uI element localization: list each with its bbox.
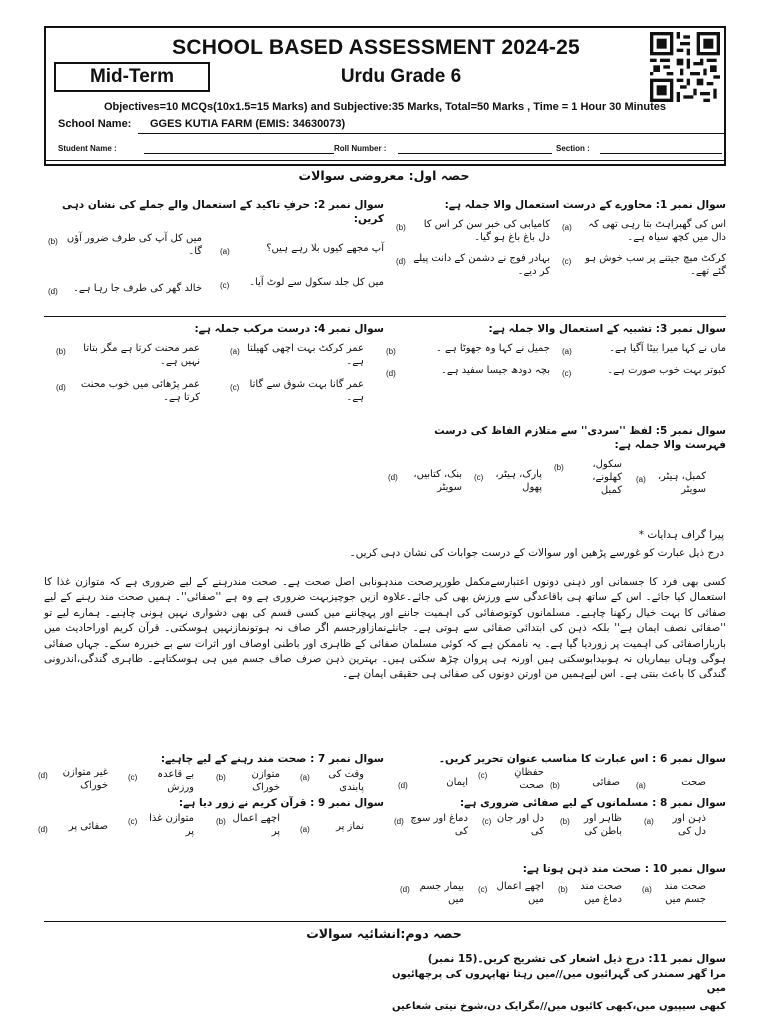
q9-option-b[interactable]: (b) اچھے اعمال پر [216, 813, 280, 837]
q3-option-d[interactable]: (d) بچہ دودھ جیسا سفید ہے۔ [386, 365, 550, 378]
question-10-title: سوال نمبر 10 : صحت مند ذہن ہوتا ہے: [522, 863, 726, 875]
q8-option-c[interactable]: (c) دل اور جان کی [482, 813, 544, 837]
assessment-title: SCHOOL BASED ASSESSMENT 2024-25 [172, 36, 580, 59]
objectives-line: Objectives=10 MCQs(10x1.5=15 Marks) and Subjective:35 Marks, Total=50 Marks , Time = 1 Hour 30 Minutes [103, 101, 667, 113]
question-2-title: سوال نمبر 2: حرفِ تاکید کے استعمال والے جملے کی نشان دہی کریں: [62, 199, 384, 225]
question-5-title: سوال نمبر 5: لفظ ''سردی'' سے متلازم الفاظ کی درست فہرست والا جملہ ہے: [434, 425, 726, 451]
question-6-title: سوال نمبر 6 : اس عبارت کا مناسب عنوان تحریر کریں۔ [438, 753, 726, 765]
section-blank[interactable] [600, 144, 722, 154]
reading-passage: کسی بھی فرد کا جسمانی اور ذہنی دونوں اعتبارسےمکمل طورپرصحت مندہونابی اصل صحت ہے۔ صحت مندرہنے کے لیے ضروری ہے کہ متوازن غذا کا استعمال کیا جائے۔ اس کے ساتھ ہی باقاعدگی سے ورزش بھی کی جائے۔علاوہ ازیں جوچیزبہت ضروری ہے وہ ہے ''صفائی''۔ ہمیں صحت مند رہنے کے لیے صفائی کا بہت خیال رکھنا چاہیے۔ مسلمانوں کوتوصفائی کی اہمیت جاننے اور پہچاننے میں کسی قسم کی بھی دشواری نہیں ہونی چاہیے۔ ہمارے لیے تو ''صفائی نصف ایمان ہے'' بلکہ ذہن کی ابتدائی صفائی سے ہوتی ہے۔ جانئےنمازاورجسم اگر صاف نہ ہوتونمازنہیں ہوسکتی۔ قرآن کریم اوراحادیث میں بارباراصفائی کی اہمیت پر زوردیا گیا ہے۔ یہ ناممکن ہے کہ کوئی مسلمان صفائی کے ظاہری اور باطنی اوصاف اور اثرات سے بے خبررہ سکے۔ جہاں صفائی ہوگی وہاں بیماریاں نہ ہوںیدابوسکتی ہیں اورنہ ہی پروان چڑھ سکتی ہیں۔ بہترین ذہن صرف صاف جسم میں ہی ہوسکتاہے۔ ظاہری گندگی،اندرونی گندگی کا باعث بنتی ہے۔ اس لیےہمیں من اورتن دونوں کی صفائی ہی حقیقی ایمان ہے۔ [44, 576, 726, 681]
q10-option-b[interactable]: (b) صحت مند دماغ میں [558, 881, 622, 905]
question-1 [392, 198, 726, 308]
roll-number-label: Roll Number : [334, 144, 387, 153]
q7-option-c[interactable]: (c) بے قاعدہ ورزش [128, 769, 194, 793]
q10-option-d[interactable]: (d) بیمار جسم میں [400, 881, 464, 905]
question-11 [392, 952, 726, 1014]
roll-number-blank[interactable] [398, 144, 552, 154]
q10-option-a[interactable]: (a) صحت مند جسم میں [642, 881, 706, 905]
question-8-title: سوال نمبر 8 : مسلمانوں کے لیے صفائی ضروری ہے: [459, 797, 726, 809]
q3-option-a[interactable]: (a) ماں نے کہا میرا بیٹا آگیا ہے۔ [562, 343, 726, 356]
q2-option-a[interactable]: (a) آپ مجھے کیوں بلا رہے ہیں؟ [220, 243, 384, 256]
q4-option-a[interactable]: (a) عمر کرکٹ بہت اچھی کھیلتا ہے۔ [230, 343, 364, 367]
passage-instructions-title: پیرا گراف ہدایات * [638, 529, 724, 541]
q2-option-d[interactable]: (d) خالد گھر کی طرف جا رہا ہے۔ [48, 283, 202, 296]
student-name-label: Student Name : [58, 144, 117, 153]
question-4-title: سوال نمبر 4: درست مرکب جملہ ہے: [194, 323, 384, 335]
question-4 [44, 322, 384, 412]
q9-option-a[interactable]: (a) نماز پر [300, 821, 364, 834]
q9-option-d[interactable]: (d) صفائی پر [38, 821, 108, 834]
header-box [44, 26, 726, 166]
q7-option-d[interactable]: (d) غیر متوازن خوراک [38, 767, 108, 791]
school-name-line [138, 133, 726, 134]
q1-option-b[interactable]: (b) کامیابی کی خبر سن کر اس کا دل باغ باغ ہو گیا۔ [396, 219, 550, 243]
section-2-title: حصہ دوم:انشائیہ سوالات [306, 926, 462, 941]
school-name-label: School Name: [58, 118, 132, 130]
q5-option-a[interactable]: (a) کمبل، ہیٹر، سویٹر [636, 471, 706, 495]
q1-option-a[interactable]: (a) اس کی گھبراہٹ بتا رہی تھی کہ دال میں کچھ سیاہ ہے۔ [562, 219, 726, 243]
q6-option-b[interactable]: (b) صفائی [550, 777, 620, 790]
q8-option-a[interactable]: (a) ذہن اور دل کی [644, 813, 706, 837]
section-label: Section : [556, 144, 590, 153]
q4-option-b[interactable]: (b) عمر محنت کرتا ہے مگر بتاتا نہیں ہے۔ [56, 343, 200, 367]
q5-option-d[interactable]: (d) بنک، کتابیں، سویٹر [388, 469, 462, 493]
question-7 [38, 752, 384, 802]
question-2 [44, 198, 384, 308]
header-divider [46, 160, 724, 161]
q4-option-d[interactable]: (d) عمر پڑھائی میں خوب محنت کرتا ہے۔ [56, 379, 200, 403]
student-info-row [46, 144, 724, 158]
question-8 [392, 796, 726, 856]
q8-option-b[interactable]: (b) ظاہر اور باطن کی [560, 813, 622, 837]
question-1-title: سوال نمبر 1: محاورے کے درست استعمال والا جملہ ہے: [444, 199, 726, 211]
q1-option-c[interactable]: (c) کرکٹ میچ جیتنے پر سب خوش ہو گئے تھے۔ [562, 253, 726, 277]
q8-option-d[interactable]: (d) دماغ اور سوچ کی [394, 813, 468, 837]
section-1-title: حصہ اول: معروضی سوالات [298, 168, 470, 183]
q4-option-c[interactable]: (c) عمر گانا بہت شوق سے گاتا ہے۔ [230, 379, 364, 403]
poem-line-1: مرا گھر سمندر کی گہرائیوں میں//میں رہتا تھاپہروں کی پرچھائیوں میں [392, 969, 726, 994]
grade-subtitle: Urdu Grade 6 [340, 66, 462, 87]
term-label: Mid-Term [54, 62, 210, 92]
q1-option-d[interactable]: (d) بہادر فوج نے دشمن کے دانت پیلے کر دیے۔ [396, 253, 550, 277]
school-name-row [58, 118, 345, 130]
question-3 [386, 322, 726, 412]
q7-option-b[interactable]: (b) متوازن خوراک [216, 769, 280, 793]
q2-option-b[interactable]: (b) میں کل آپ کی طرف ضرور آؤں گا۔ [48, 233, 202, 257]
poem-line-2: کبھی سیپیوں میں،کبھی کائیوں میں//مگرایک دن،شوخ نیتی شعاعیں [392, 1001, 726, 1012]
q10-option-c[interactable]: (c) اچھے اعمال میں [478, 881, 544, 905]
question-7-title: سوال نمبر 7 : صحت مند رہنے کے لیے چاہیے: [160, 753, 384, 765]
question-6 [392, 752, 726, 802]
q5-option-b[interactable]: (b) سکول، کھلونے، کمبل [554, 459, 622, 496]
question-11-title: سوال نمبر 11: درج ذیل اشعار کی تشریح کریں۔(15 نمبر) [427, 953, 726, 965]
q3-option-b[interactable]: (b) جمیل نے کہا وہ جھوٹا ہے ۔ [386, 343, 550, 356]
qr-code-icon [650, 32, 720, 102]
q9-option-c[interactable]: (c) متوازن غذا پر [128, 813, 194, 837]
divider [44, 316, 726, 317]
divider [44, 921, 726, 922]
question-3-title: سوال نمبر 3: تشبیہ کے استعمال والا جملہ ہے: [488, 323, 726, 335]
question-10 [392, 862, 726, 914]
question-5 [388, 424, 726, 514]
school-name-value: GGES KUTIA FARM (EMIS: 34630073) [150, 118, 346, 130]
question-9 [38, 796, 384, 856]
q2-option-c[interactable]: (c) میں کل جلد سکول سے لوٹ آیا۔ [220, 277, 384, 290]
q6-option-d[interactable]: (d) ایمان [398, 777, 468, 790]
q6-option-c[interactable]: (c) حفظانِ صحت [478, 767, 544, 791]
passage-instructions: درج ذیل عبارت کو غورسے پڑھیں اور سوالات کے درست جوابات کی نشان دہی کریں۔ [349, 547, 724, 559]
q6-option-a[interactable]: (a) صحت [636, 777, 706, 790]
question-9-title: سوال نمبر 9 : قرآن کریم نے زور دیا ہے: [178, 797, 384, 809]
q5-option-c[interactable]: (c) پارک، ہیٹر، پھول [474, 469, 542, 493]
student-name-blank[interactable] [144, 144, 334, 154]
q7-option-a[interactable]: (a) وقت کی پابندی [300, 769, 364, 793]
q3-option-c[interactable]: (c) کبوتر بہت خوب صورت ہے۔ [562, 365, 726, 378]
